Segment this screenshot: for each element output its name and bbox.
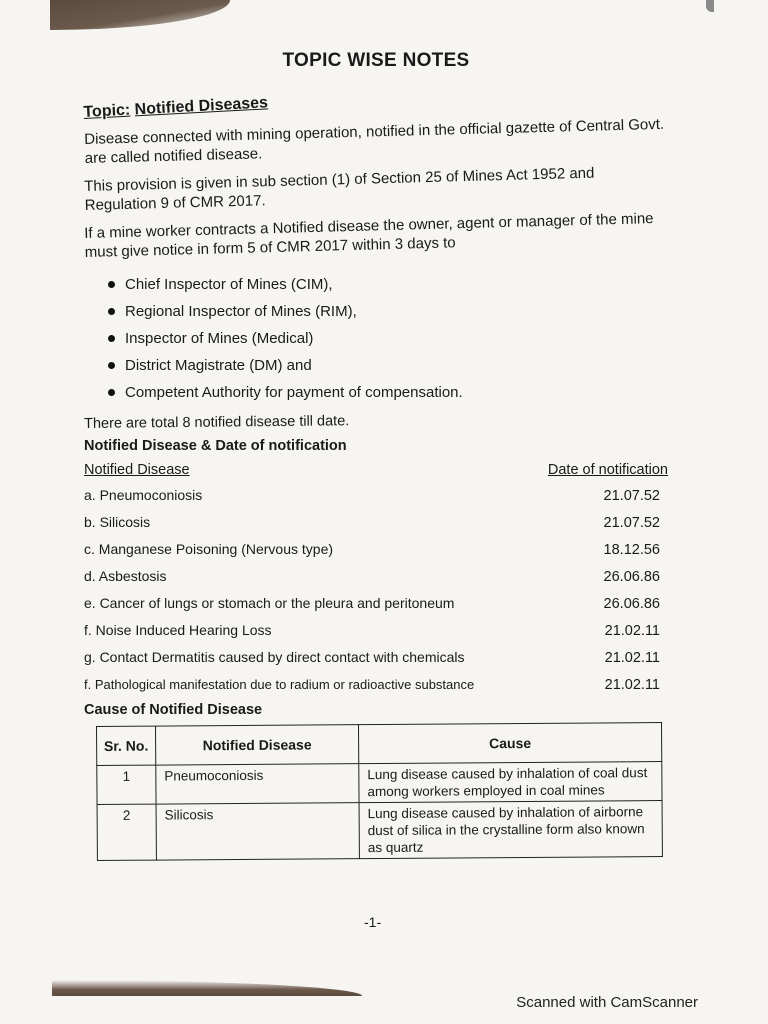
row-cause: Lung disease caused by inhalation of airborne dust of silica in the crystalline form also known as quartz [359, 801, 662, 859]
topic-prefix: Topic: [83, 101, 131, 122]
page-number: -1- [364, 914, 382, 930]
list-item: Regional Inspector of Mines (RIM), [108, 298, 668, 325]
topic-heading [83, 94, 268, 122]
disease-row: a. Pneumoconiosis 21.07.52 [84, 487, 660, 504]
scan-shadow-bottom [52, 980, 362, 996]
bullet-icon [108, 335, 115, 342]
page-title: TOPIC WISE NOTES [282, 50, 470, 71]
provision-paragraph: This provision is given in sub section (1) of Section 25 of Mines Act 1952 and Regulation 9 of CMR 2017. [84, 164, 595, 214]
disease-column-label: Notified Disease [84, 462, 190, 478]
definition-paragraph: Disease connected with mining operation, notified in the official gazette of Central Govt. are called notified disease. [84, 115, 665, 167]
scan-shadow-right [706, 0, 714, 12]
list-item: Competent Authority for payment of compensation. [108, 379, 668, 406]
table-header-row [97, 723, 662, 766]
camscanner-watermark: Scanned with CamScanner [516, 994, 698, 1011]
disease-row: f. Noise Induced Hearing Loss 21.02.11 [84, 622, 660, 639]
date-column-label: Date of notification [547, 462, 668, 478]
disease-row: d. Asbestosis 26.06.86 [84, 568, 660, 585]
row-disease: Pneumoconiosis [156, 764, 359, 804]
topic-name: Notified Diseases [134, 94, 269, 119]
header-cause: Cause [358, 723, 661, 764]
disease-row: e. Cancer of lungs or stomach or the pleura and peritoneum 26.06.86 [84, 595, 660, 612]
row-sr-no: 2 [97, 804, 156, 860]
cause-table [96, 722, 663, 861]
disease-row: c. Manganese Poisoning (Nervous type) 18.12.56 [84, 541, 660, 558]
disease-row: f. Pathological manifestation due to radium or radioactive substance 21.02.11 [84, 677, 660, 693]
document-page [84, 50, 668, 861]
disease-row: b. Silicosis 21.07.52 [84, 514, 660, 531]
notice-paragraph: If a mine worker contracts a Notified disease the owner, agent or manager of the mine must give notice in form 5 of CMR 2017 within 3 days to [84, 210, 654, 261]
scan-shadow-top [50, 0, 230, 30]
bullet-icon [108, 308, 115, 315]
bullet-icon [108, 389, 115, 396]
table-row [97, 762, 662, 805]
list-heading: Notified Disease & Date of notification [84, 438, 347, 454]
row-disease: Silicosis [156, 803, 359, 860]
list-item: Inspector of Mines (Medical) [108, 325, 668, 352]
cause-heading: Cause of Notified Disease [84, 702, 263, 718]
total-count-text: There are total 8 notified disease till date. [84, 413, 350, 432]
list-item: Chief Inspector of Mines (CIM), [108, 271, 668, 298]
bullet-icon [108, 281, 115, 288]
header-notified-disease: Notified Disease [156, 725, 359, 765]
table-row [97, 801, 662, 861]
row-cause: Lung disease caused by inhalation of coal dust among workers employed in coal mines [359, 762, 662, 803]
bullet-icon [108, 362, 115, 369]
disease-list-header [84, 462, 668, 478]
list-item: District Magistrate (DM) and [108, 352, 668, 379]
header-sr-no: Sr. No. [97, 726, 156, 765]
row-sr-no: 1 [97, 765, 156, 804]
disease-row: g. Contact Dermatitis caused by direct contact with chemicals 21.02.11 [84, 649, 660, 666]
notice-recipients-list [108, 271, 668, 406]
